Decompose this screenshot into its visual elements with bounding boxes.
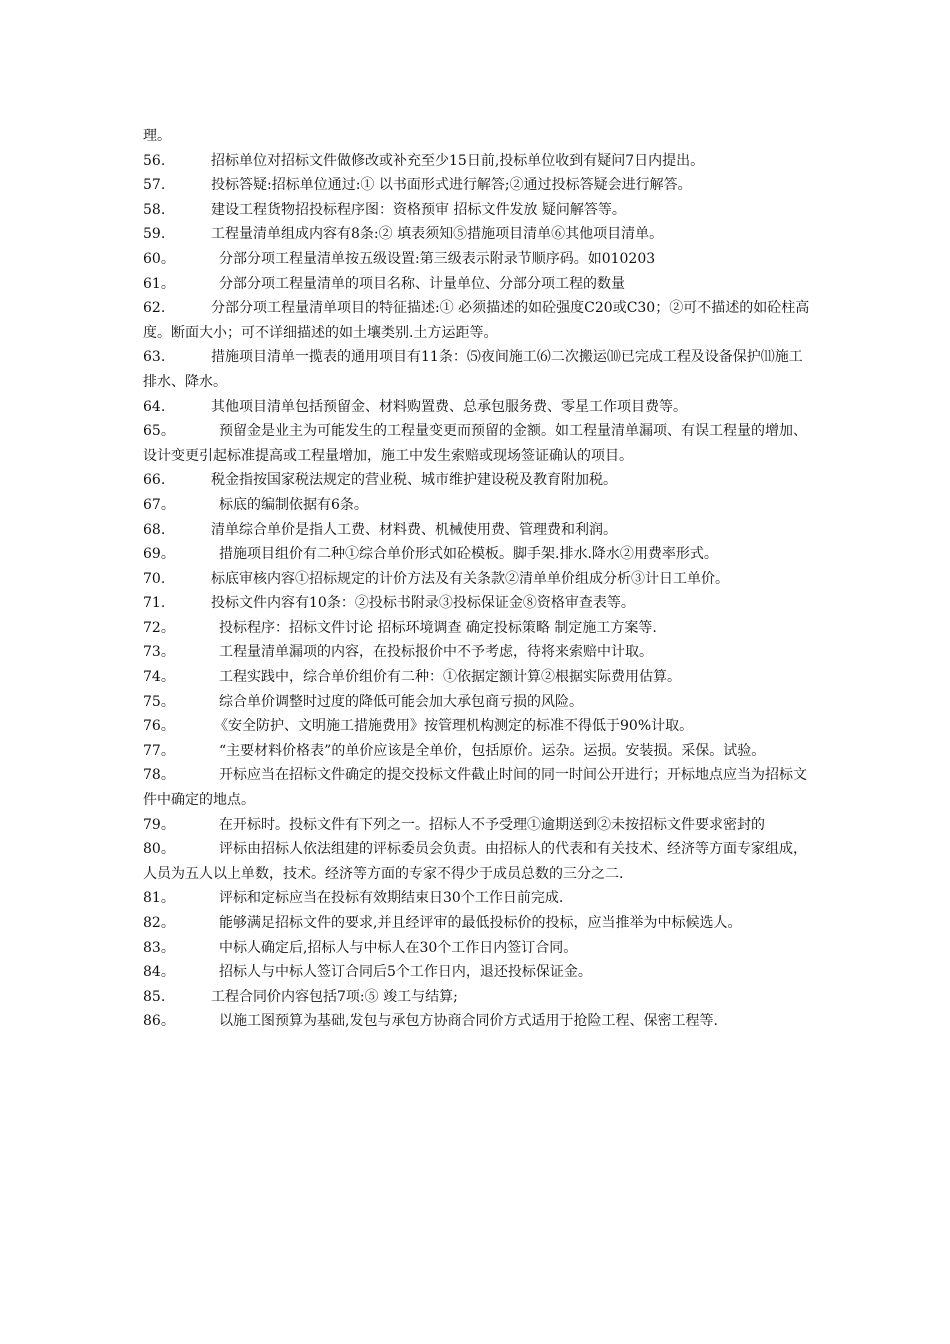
list-item — [143, 591, 811, 616]
item-number: 62. — [143, 300, 166, 317]
item-text: 开标应当在招标文件确定的提交投标文件截止时间的同一时间公开进行；开标地点应当为招标文件中确定的地点。 — [143, 767, 807, 809]
item-number: 82。 — [143, 915, 175, 931]
item-number: 79。 — [143, 816, 175, 833]
list-item — [143, 247, 811, 272]
list-item — [143, 493, 811, 518]
list-item — [143, 813, 811, 838]
list-item — [143, 960, 811, 985]
list-item — [143, 911, 811, 936]
item-text: 招标单位对招标文件做修改或补充至少15日前,投标单位收到有疑问7日内提出。 — [211, 152, 705, 169]
item-text: 以施工图预算为基础,发包与承包方协商合同价方式适用于抢险工程、保密工程等. — [219, 1013, 718, 1030]
item-text: 招标人与中标人签订合同后5个工作日内，退还投标保证金。 — [219, 964, 592, 981]
list-item — [143, 222, 811, 247]
list-item — [143, 173, 811, 198]
item-text: 分部分项工程量清单项目的特征描述:① 必须描述的如砼强度C20或C30；②可不描述的如砼柱高度。断面大小；可不详细描述的如土壤类别.土方运距等。 — [143, 300, 810, 341]
item-text: 其他项目清单包括预留金、材料购置费、总承包服务费、零星工作项目费等。 — [211, 398, 687, 415]
item-text: 理。 — [143, 128, 171, 144]
item-number: 80。 — [143, 841, 175, 858]
item-text: 综合单价调整时过度的降低可能会加大承包商亏损的风险。 — [219, 693, 583, 710]
item-text: 投标答疑:招标单位通过:① 以书面形式进行解答;②通过投标答疑会进行解答。 — [211, 177, 692, 194]
item-number: 58. — [143, 201, 166, 218]
item-text: 工程合同价内容包括7项:⑤ 竣工与结算; — [211, 988, 458, 1005]
list-item — [143, 763, 811, 812]
item-number: 60。 — [143, 250, 175, 267]
item-text: 标底审核内容①招标规定的计价方法及有关条款②清单单价组成分析③计日工单价。 — [211, 570, 729, 587]
item-text: 在开标时。投标文件有下列之一。招标人不予受理①逾期送到②未按招标文件要求密封的 — [219, 816, 765, 833]
list-item — [143, 665, 811, 690]
list-item — [143, 419, 811, 468]
item-text: 投标文件内容有10条：②投标书附录③投标保证金⑧资格审查表等。 — [211, 595, 635, 612]
list-item — [143, 690, 811, 715]
item-text: 中标人确定后,招标人与中标人在30个工作日内签订合同。 — [219, 939, 578, 956]
list-item — [143, 714, 811, 739]
list-item — [143, 886, 811, 911]
list-item — [143, 739, 811, 764]
item-number: 77。 — [143, 742, 175, 759]
item-number: 61。 — [143, 275, 175, 292]
item-number: 78。 — [143, 767, 175, 784]
list-item — [143, 616, 811, 641]
item-number: 81。 — [143, 890, 175, 907]
item-number: 86。 — [143, 1013, 175, 1030]
item-text: 标底的编制依据有6条。 — [219, 496, 368, 513]
list-item — [143, 345, 811, 394]
item-text: 分部分项工程量清单按五级设置:第三级表示附录节顺序码。如010203 — [219, 250, 656, 267]
item-number: 57. — [143, 177, 166, 194]
item-number: 83。 — [143, 939, 175, 956]
list-item — [143, 198, 811, 223]
item-number: 63. — [143, 349, 166, 366]
item-text: 预留金是业主为可能发生的工程量变更而预留的金额。如工程量清单漏项、有误工程量的增加、设计变更引起标准提高或工程量增加，施工中发生索赔或现场签证确认的项目。 — [143, 423, 807, 464]
item-number: 76。 — [143, 718, 175, 735]
list-item — [143, 296, 811, 345]
list-item — [143, 124, 811, 149]
item-text: 措施项目清单一揽表的通用项目有11条：⑸夜间施工⑹二次搬运⑽已完成工程及设备保护⑾施工排水、降水。 — [143, 349, 803, 390]
item-number: 67。 — [143, 496, 175, 513]
list-item — [143, 542, 811, 567]
item-number: 59. — [143, 226, 166, 243]
item-text: 工程量清单组成内容有8条:② 填表须知⑤措施项目清单⑥其他项目清单。 — [211, 226, 664, 243]
item-number: 68. — [143, 521, 166, 538]
item-number: 74。 — [143, 669, 175, 686]
list-item — [143, 395, 811, 420]
item-text: “主要材料价格表”的单价应该是全单价，包括原价。运杂。运损。安装损。采保。试验。 — [219, 742, 766, 759]
item-text: 能够满足招标文件的要求,并且经评审的最低投标价的投标，应当推举为中标候选人。 — [219, 915, 742, 931]
list-item — [143, 518, 811, 543]
list-item — [143, 149, 811, 174]
item-number: 69。 — [143, 546, 175, 563]
list-item — [143, 567, 811, 592]
item-number: 64. — [143, 398, 166, 415]
item-text: 清单综合单价是指人工费、材料费、机械使用费、管理费和利润。 — [211, 521, 617, 538]
item-text: 工程量清单漏项的内容，在投标报价中不予考虑，待将来索赔中计取。 — [219, 644, 653, 661]
item-text: 措施项目组价有二种①综合单价形式如砼模板。脚手架.排水.降水②用费率形式。 — [219, 546, 718, 563]
list-item — [143, 936, 811, 961]
list-item — [143, 1009, 811, 1034]
item-number: 75。 — [143, 693, 175, 710]
list-item — [143, 272, 811, 297]
item-number: 73。 — [143, 644, 175, 661]
item-text: 分部分项工程量清单的项目名称、计量单位、分部分项工程的数量 — [219, 275, 625, 292]
item-number: 70. — [143, 570, 166, 587]
document-body — [143, 124, 811, 1034]
item-text: 工程实践中，综合单价组价有二种：①依据定额计算②根据实际费用估算。 — [219, 669, 681, 686]
item-text: 评标由招标人依法组建的评标委员会负责。由招标人的代表和有关技术、经济等方面专家组成，人员为五人以上单数，技术。经济等方面的专家不得少于成员总数的三分之二. — [143, 841, 807, 882]
item-number: 66. — [143, 472, 166, 489]
list-item — [143, 985, 811, 1010]
list-item — [143, 640, 811, 665]
item-number: 84。 — [143, 964, 175, 981]
list-item — [143, 837, 811, 886]
item-number: 71. — [143, 595, 166, 612]
item-number: 56. — [143, 152, 166, 169]
item-text: 《安全防护、文明施工措施费用》按管理机构测定的标准不得低于90%计取。 — [214, 718, 694, 735]
item-text: 投标程序：招标文件讨论 招标环境调查 确定投标策略 制定施工方案等. — [219, 619, 657, 636]
item-text: 税金指按国家税法规定的营业税、城市维护建设税及教育附加税。 — [211, 472, 617, 489]
item-number: 65。 — [143, 423, 175, 440]
item-text: 评标和定标应当在投标有效期结束日30个工作日前完成. — [219, 890, 564, 907]
item-number: 72。 — [143, 619, 175, 636]
item-number: 85. — [143, 988, 166, 1005]
list-item — [143, 468, 811, 493]
item-text: 建设工程货物招投标程序图：资格预审 招标文件发放 疑问解答等。 — [211, 201, 626, 218]
